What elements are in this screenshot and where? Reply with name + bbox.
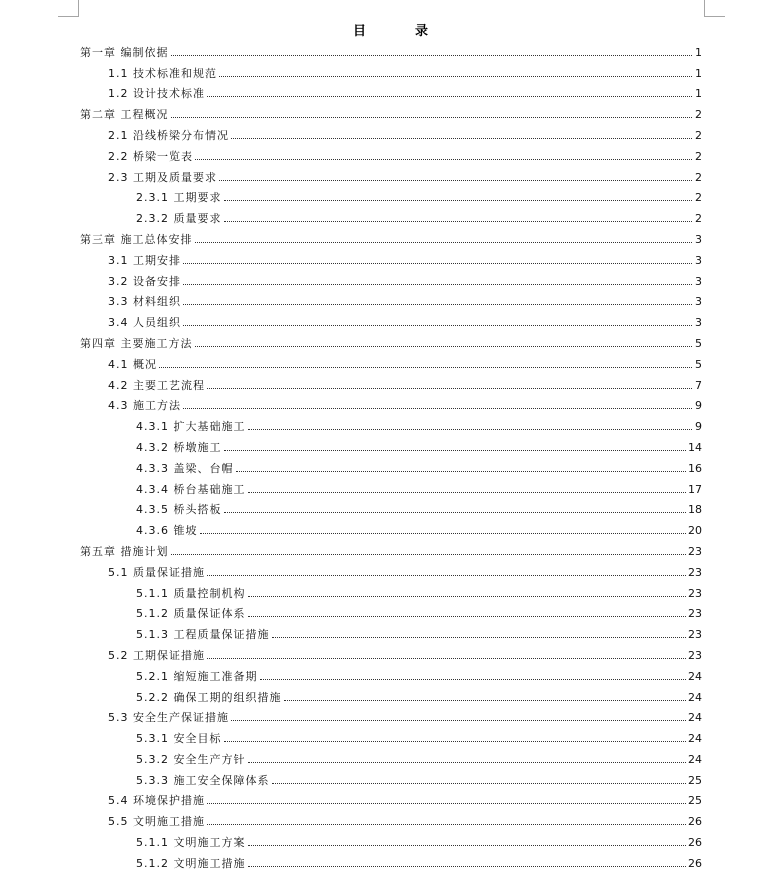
toc-entry-page: 24 <box>688 752 702 766</box>
toc-entry-page: 18 <box>688 503 702 517</box>
toc-leader-dots <box>207 387 692 389</box>
margin-corner-top-left <box>58 0 79 17</box>
toc-entry-page: 3 <box>695 274 702 288</box>
toc-entry[interactable] <box>80 807 702 828</box>
toc-leader-dots <box>231 719 686 721</box>
toc-entry-page: 24 <box>688 669 702 683</box>
toc-entry-label: 4.3.3 盖梁、台帽 <box>136 461 234 475</box>
toc-entry-label: 2.3.2 质量要求 <box>136 212 222 226</box>
toc-leader-dots <box>248 615 687 617</box>
toc-entry-label: 2.3 工期及质量要求 <box>108 170 217 184</box>
toc-entry-label: 3.2 设备安排 <box>108 274 181 288</box>
toc-entry[interactable] <box>80 184 702 205</box>
toc-entry-page: 23 <box>688 586 702 600</box>
toc-entry-label: 第四章 主要施工方法 <box>80 336 193 350</box>
toc-entry[interactable] <box>80 475 702 496</box>
toc-leader-dots <box>248 844 687 846</box>
toc-entry-label: 4.3.6 锥坡 <box>136 524 198 538</box>
toc-entry-page: 2 <box>695 128 702 142</box>
toc-entry-label: 第五章 措施计划 <box>80 544 169 558</box>
toc-entry-page: 2 <box>695 212 702 226</box>
toc-leader-dots <box>224 220 693 222</box>
toc-entry[interactable] <box>80 537 702 558</box>
toc-entry[interactable] <box>80 38 702 59</box>
toc-leader-dots <box>183 407 692 409</box>
toc-entry[interactable] <box>80 412 702 433</box>
toc-entry-page: 24 <box>688 711 702 725</box>
toc-entry-page: 2 <box>695 191 702 205</box>
toc-leader-dots <box>171 553 687 555</box>
toc-entry-label: 5.2.2 确保工期的组织措施 <box>136 690 282 704</box>
toc-entry[interactable] <box>80 121 702 142</box>
toc-entry[interactable] <box>80 329 702 350</box>
toc-entry[interactable] <box>80 579 702 600</box>
toc-leader-dots <box>207 802 686 804</box>
toc-entry[interactable] <box>80 392 702 413</box>
toc-entry[interactable] <box>80 662 702 683</box>
toc-leader-dots <box>195 158 692 160</box>
toc-entry[interactable] <box>80 308 702 329</box>
toc-entry-label: 4.3.5 桥头搭板 <box>136 503 222 517</box>
toc-entry-label: 4.3.1 扩大基础施工 <box>136 420 246 434</box>
toc-entry-label: 5.1.2 质量保证体系 <box>136 607 246 621</box>
toc-entry-label: 5.5 文明施工措施 <box>108 815 205 829</box>
toc-entry-label: 5.1.1 文明施工方案 <box>136 836 246 850</box>
toc-leader-dots <box>248 761 687 763</box>
toc-leader-dots <box>183 324 692 326</box>
toc-entry-label: 4.2 主要工艺流程 <box>108 378 205 392</box>
toc-leader-dots <box>219 179 692 181</box>
toc-leader-dots <box>195 345 693 347</box>
toc-entry-page: 9 <box>695 399 702 413</box>
toc-leader-dots <box>248 491 687 493</box>
toc-entry-page: 25 <box>688 773 702 787</box>
toc-entry[interactable] <box>80 620 702 641</box>
toc-entry-label: 第一章 编制依据 <box>80 45 169 59</box>
toc-leader-dots <box>224 740 687 742</box>
toc-title: 目 录 <box>352 24 446 39</box>
toc-entry[interactable] <box>80 225 702 246</box>
toc-entry-page: 26 <box>688 836 702 850</box>
toc-entry-label: 5.3.1 安全目标 <box>136 732 222 746</box>
toc-entry-label: 4.3.4 桥台基础施工 <box>136 482 246 496</box>
toc-entry-page: 5 <box>695 336 702 350</box>
toc-entry-label: 2.3.1 工期要求 <box>136 191 222 205</box>
toc-entry-label: 5.1.1 质量控制机构 <box>136 586 246 600</box>
toc-entry-page: 24 <box>688 690 702 704</box>
toc-entry-label: 1.2 设计技术标准 <box>108 87 205 101</box>
toc-entry-label: 5.1.2 文明施工措施 <box>136 856 246 870</box>
toc-entry-label: 5.3.2 安全生产方针 <box>136 752 246 766</box>
toc-entry-label: 5.2 工期保证措施 <box>108 648 205 662</box>
toc-leader-dots <box>248 865 687 867</box>
toc-entry-page: 1 <box>695 66 702 80</box>
toc-entry-page: 3 <box>695 232 702 246</box>
toc-entry-page: 9 <box>695 420 702 434</box>
toc-leader-dots <box>200 532 687 534</box>
toc-entry-page: 16 <box>688 461 702 475</box>
toc-leader-dots <box>207 95 692 97</box>
toc-entry[interactable] <box>80 267 702 288</box>
toc-entry[interactable] <box>80 516 702 537</box>
toc-entry-page: 17 <box>688 482 702 496</box>
toc-leader-dots <box>195 241 693 243</box>
toc-entry-label: 4.3 施工方法 <box>108 399 181 413</box>
toc-entry-page: 24 <box>688 732 702 746</box>
toc-entry-label: 3.4 人员组织 <box>108 316 181 330</box>
toc-leader-dots <box>171 116 693 118</box>
toc-entry-page: 2 <box>695 108 702 122</box>
toc-leader-dots <box>231 137 692 139</box>
toc-entry-label: 5.1.3 工程质量保证措施 <box>136 628 270 642</box>
toc-entry-page: 26 <box>688 856 702 870</box>
toc-entry[interactable] <box>80 454 702 475</box>
toc-entry[interactable] <box>80 766 702 787</box>
toc-leader-dots <box>159 366 692 368</box>
toc-leader-dots <box>207 574 686 576</box>
margin-corner-top-right <box>704 0 725 17</box>
toc-entry-label: 2.2 桥梁一览表 <box>108 149 193 163</box>
toc-entry[interactable] <box>80 828 702 849</box>
toc-entry-label: 4.3.2 桥墩施工 <box>136 440 222 454</box>
toc-entry-label: 2.1 沿线桥梁分布情况 <box>108 128 229 142</box>
toc-entry-page: 1 <box>695 45 702 59</box>
toc-entry[interactable] <box>80 600 702 621</box>
toc-entry[interactable] <box>80 641 702 662</box>
toc-entry-page: 23 <box>688 565 702 579</box>
toc-entry-page: 23 <box>688 544 702 558</box>
toc-entry[interactable] <box>80 142 702 163</box>
toc-entry-page: 23 <box>688 628 702 642</box>
toc-entry[interactable] <box>80 204 702 225</box>
toc-entry-page: 14 <box>688 440 702 454</box>
toc-leader-dots <box>248 428 693 430</box>
toc-leader-dots <box>248 595 687 597</box>
toc-entry-page: 7 <box>695 378 702 392</box>
toc-entry[interactable] <box>80 724 702 745</box>
toc-entry[interactable] <box>80 371 702 392</box>
toc-leader-dots <box>224 199 693 201</box>
toc-leader-dots <box>183 303 692 305</box>
toc-entry[interactable] <box>80 683 702 704</box>
toc-leader-dots <box>272 782 687 784</box>
toc-entry-page: 23 <box>688 648 702 662</box>
toc-entry-page: 2 <box>695 170 702 184</box>
toc-entry-page: 3 <box>695 295 702 309</box>
toc-leader-dots <box>183 283 692 285</box>
toc-entry[interactable] <box>80 246 702 267</box>
toc-entry-label: 5.1 质量保证措施 <box>108 565 205 579</box>
toc-entry[interactable] <box>80 350 702 371</box>
toc-leader-dots <box>272 636 687 638</box>
toc-leader-dots <box>224 511 687 513</box>
toc-leader-dots <box>224 449 687 451</box>
toc-leader-dots <box>236 470 687 472</box>
toc-entry-label: 第二章 工程概况 <box>80 108 169 122</box>
toc-entry[interactable] <box>80 496 702 517</box>
toc-entry[interactable] <box>80 80 702 101</box>
toc-leader-dots <box>219 75 692 77</box>
toc-entry-page: 26 <box>688 815 702 829</box>
toc-entry-page: 2 <box>695 149 702 163</box>
toc-entry-page: 25 <box>688 794 702 808</box>
toc-entry-page: 23 <box>688 607 702 621</box>
table-of-contents <box>80 38 702 870</box>
toc-leader-dots <box>171 54 693 56</box>
toc-entry[interactable] <box>80 288 702 309</box>
toc-leader-dots <box>183 262 692 264</box>
toc-entry-label: 5.4 环境保护措施 <box>108 794 205 808</box>
toc-entry-page: 1 <box>695 87 702 101</box>
toc-entry[interactable] <box>80 59 702 80</box>
toc-entry-page: 20 <box>688 524 702 538</box>
toc-entry-label: 5.3 安全生产保证措施 <box>108 711 229 725</box>
toc-entry[interactable] <box>80 100 702 121</box>
toc-leader-dots <box>207 823 686 825</box>
toc-entry[interactable] <box>80 163 702 184</box>
toc-entry[interactable] <box>80 704 702 725</box>
toc-entry-label: 3.1 工期安排 <box>108 253 181 267</box>
toc-entry[interactable] <box>80 787 702 808</box>
toc-entry-label: 1.1 技术标准和规范 <box>108 66 217 80</box>
toc-entry-label: 第三章 施工总体安排 <box>80 232 193 246</box>
toc-leader-dots <box>207 657 686 659</box>
toc-entry-page: 3 <box>695 316 702 330</box>
toc-entry[interactable] <box>80 558 702 579</box>
toc-entry[interactable] <box>80 745 702 766</box>
toc-entry-label: 5.2.1 缩短施工准备期 <box>136 669 258 683</box>
toc-leader-dots <box>284 699 687 701</box>
toc-entry-page: 3 <box>695 253 702 267</box>
toc-entry-label: 4.1 概况 <box>108 357 157 371</box>
toc-entry-label: 5.3.3 施工安全保障体系 <box>136 773 270 787</box>
toc-entry[interactable] <box>80 849 702 870</box>
toc-entry[interactable] <box>80 433 702 454</box>
toc-leader-dots <box>260 678 687 680</box>
toc-entry-page: 5 <box>695 357 702 371</box>
toc-entry-label: 3.3 材料组织 <box>108 295 181 309</box>
